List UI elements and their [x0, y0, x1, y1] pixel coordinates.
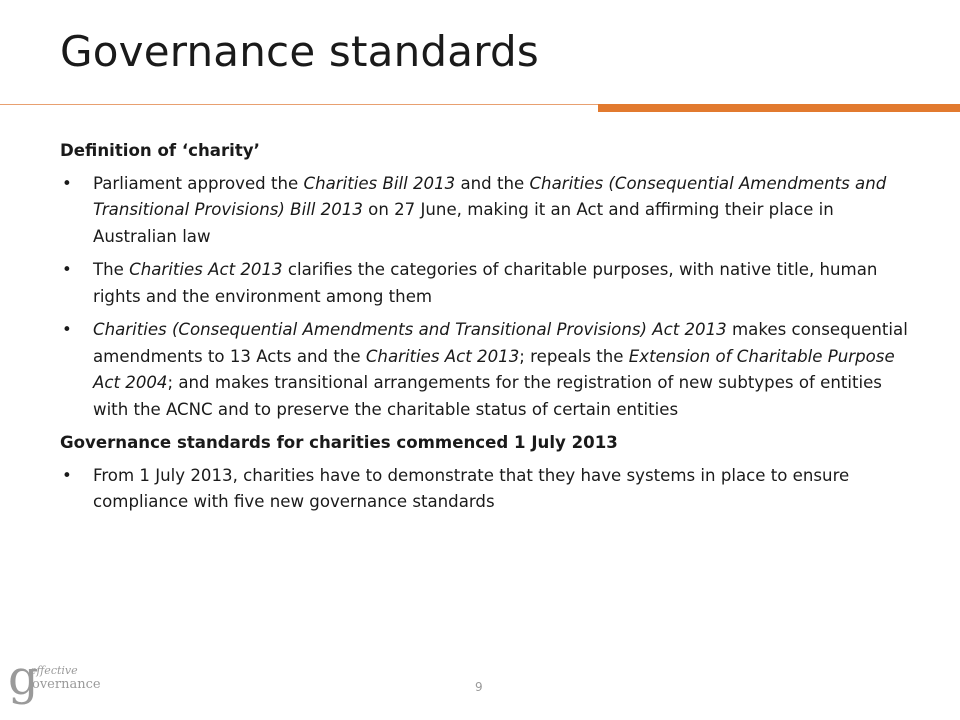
logo-text-top: effective [30, 664, 78, 677]
text-run: From 1 July 2013, charities have to demonstrate that they have systems in place to ensure compliance with five new governance standards [93, 465, 850, 511]
bullet-item [60, 171, 910, 251]
bullet-text [93, 466, 849, 512]
bullet-marker: • [62, 320, 72, 339]
bullet-item [60, 463, 910, 516]
bullet-item [60, 317, 910, 423]
text-run: and the [455, 173, 530, 193]
bullet-item [60, 257, 910, 310]
slide-body [60, 138, 910, 523]
bullet-marker: • [62, 260, 72, 279]
bullet-marker: • [62, 173, 72, 193]
text-run: makes consequential amendments to 13 Acts and the [93, 320, 908, 366]
bullet-list-definition [60, 171, 910, 424]
text-run: ; and makes transitional arrangements for the registration of new subtypes of entities with the ACNC and to preserve the charitable status of certain entities [93, 373, 882, 419]
text-run: Parliament approved the [93, 173, 304, 193]
effective-governance-logo [8, 650, 118, 710]
logo-text-bottom: overnance [32, 677, 101, 692]
italic-title-text: Extension of Charitable Purpose Act 2004 [93, 346, 895, 392]
italic-title-text: Charities Bill 2013 [303, 173, 456, 193]
slide-title: Governance standards [60, 27, 539, 76]
italic-title-text: Charities Act 2013 [365, 346, 520, 366]
text-run: ; repeals the [519, 346, 629, 366]
text-run: clarifies the categories of charitable purposes, with native title, human rights and the environment among them [93, 260, 878, 306]
italic-title-text: Charities (Consequential Amendments and Transitional Provisions) Act 2013 [93, 320, 727, 339]
text-run: The [93, 260, 130, 279]
bullet-text [93, 174, 886, 246]
page-number: 9 [475, 680, 483, 694]
section-heading-governance: Governance standards for charities commenced 1 July 2013 [60, 433, 618, 452]
logo-letter: g [8, 650, 39, 706]
text-run: on 27 June, making it an Act and affirming their place in Australian law [93, 200, 834, 246]
bullet-text [93, 260, 877, 306]
section-heading-definition: Definition of ‘charity’ [60, 141, 260, 160]
title-accent-bar [598, 104, 960, 112]
italic-title-text: Charities Act 2013 [129, 260, 283, 279]
bullet-text [93, 320, 908, 419]
bullet-list-governance [60, 463, 910, 516]
italic-title-text: Charities (Consequential Amendments and Transitional Provisions) Bill 2013 [93, 173, 887, 219]
bullet-marker: • [62, 465, 72, 485]
